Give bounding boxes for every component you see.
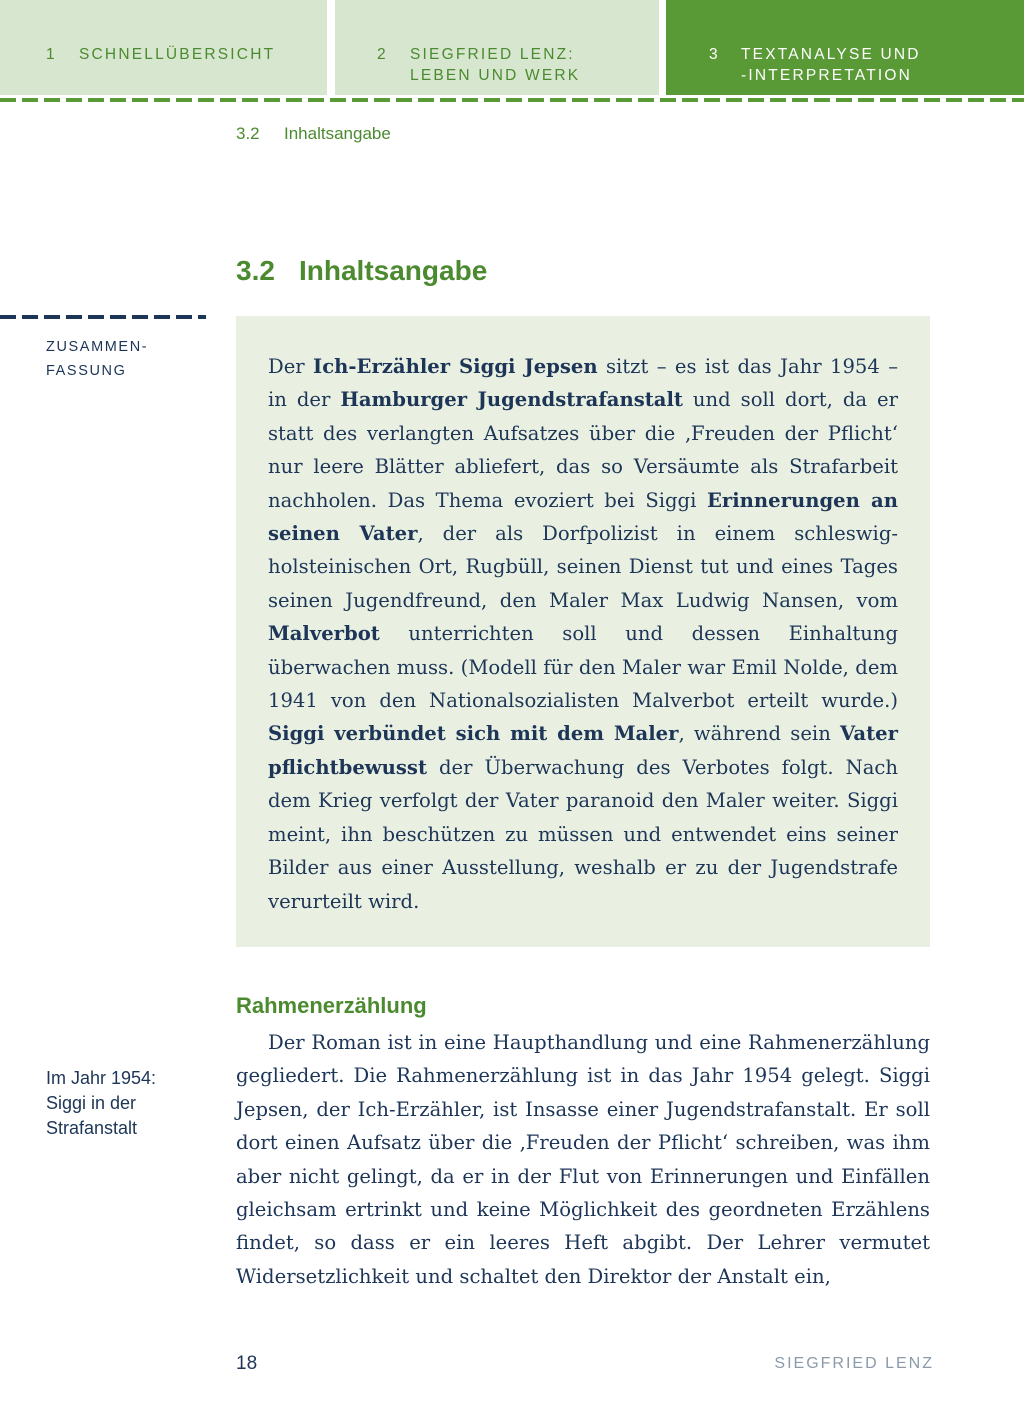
summary-run: und soll dort, da er statt des verlangten Aufsatzes über die ‚Freuden der Pflicht‘ nur leere Blätter abliefert, das so Versäumte als Strafarbeit nachholen. Das Thema evoziert bei Siggi — [268, 388, 898, 512]
body-paragraph: Der Roman ist in eine Haupthandlung und eine Rahmenerzählung gegliedert. Die Rahmenerzählung ist in das Jahr 1954 gelegt. Siggi Jepsen, der Ich-Erzähler, ist Insasse einer Jugendstrafanstalt. Er soll dort einen Aufsatz über die ‚Freuden der Pflicht‘ schreiben, was ihm aber nicht gelingt, da er in der Flut von Erinnerungen und Einfällen gleichsam ertrinkt und keine Möglichkeit des geordneten Erzählens findet, so dass er ein leeres Heft abgibt. Der Lehrer vermutet Widersetzlichkeit und schaltet den Direktor der Anstalt ein, — [236, 1031, 930, 1288]
summary-emphasis: Hamburger Jugendstrafanstalt — [340, 388, 683, 412]
header-dashed-divider — [0, 98, 1024, 102]
nav-tab-label: SCHNELLÜBERSICHT — [79, 46, 276, 63]
sidebar-dashed-divider — [0, 315, 206, 319]
nav-tab-number: 2 — [377, 46, 388, 63]
summary-emphasis: Vater pflichtbewusst — [268, 722, 898, 779]
summary-emphasis: Erinnerungen an seinen Vater — [268, 488, 898, 546]
running-head — [236, 124, 391, 144]
section-title-text: Inhaltsangabe — [299, 255, 488, 286]
nav-tab-schnelluebersicht[interactable] — [0, 0, 327, 95]
summary-run: sitzt – es ist das Jahr 1954 – in der — [268, 355, 899, 412]
summary-run: Der — [268, 355, 314, 378]
summary-text — [268, 350, 898, 918]
nav-tab-label: TEXTANALYSE UND -INTERPRETATION — [741, 46, 921, 84]
summary-emphasis: Malverbot — [268, 622, 380, 646]
section-title — [236, 255, 487, 287]
footer-author: SIEGFRIED LENZ — [774, 1355, 934, 1372]
summary-run: der Überwachung des Verbotes folgt. Nach dem Krieg verfolgt der Vater paranoid den Maler weiter. Siggi meint, ihn beschützen zu müssen und entwendet eins seiner Bilder aus einer Ausstellung, weshalb er zu der Jugendstrafe verurteilt wird. — [268, 755, 898, 913]
margin-note: Im Jahr 1954: Siggi in der Strafanstalt — [46, 1068, 157, 1138]
running-head-number: 3.2 — [236, 124, 260, 143]
summary-run: , der als Dorfpolizist in einem schleswigholsteinischen Ort, Rugbüll, seinen Dienst tut und eines Tages seinen Jugendfreund, den Maler Max Ludwig Nansen, vom — [268, 522, 898, 612]
nav-tab-label: SIEGFRIED LENZ: LEBEN UND WERK — [410, 46, 581, 84]
nav-tab-number: 1 — [46, 46, 57, 63]
summary-emphasis: Ich-Erzähler Siggi Jepsen — [313, 355, 598, 378]
sidebar-label-zusammenfassung: ZUSAMMEN- FASSUNG — [46, 339, 149, 379]
running-head-title: Inhaltsangabe — [284, 124, 391, 143]
nav-tab-number: 3 — [709, 46, 720, 63]
subsection-title: Rahmenerzählung — [236, 993, 427, 1018]
summary-run: unterrichten soll und dessen Einhaltung überwachen muss. (Modell für den Maler war Emil Nolde, dem 1941 von den Nationalsozialisten Malverbot erteilt wurde.) — [268, 622, 898, 713]
summary-run: , während sein — [678, 722, 841, 746]
nav-tab-textanalyse-active[interactable] — [666, 0, 1024, 95]
page-number: 18 — [236, 1353, 258, 1374]
nav-tab-leben-und-werk[interactable] — [335, 0, 659, 95]
summary-emphasis: Siggi verbündet sich mit dem Maler — [268, 722, 679, 746]
section-number: 3.2 — [236, 255, 275, 286]
